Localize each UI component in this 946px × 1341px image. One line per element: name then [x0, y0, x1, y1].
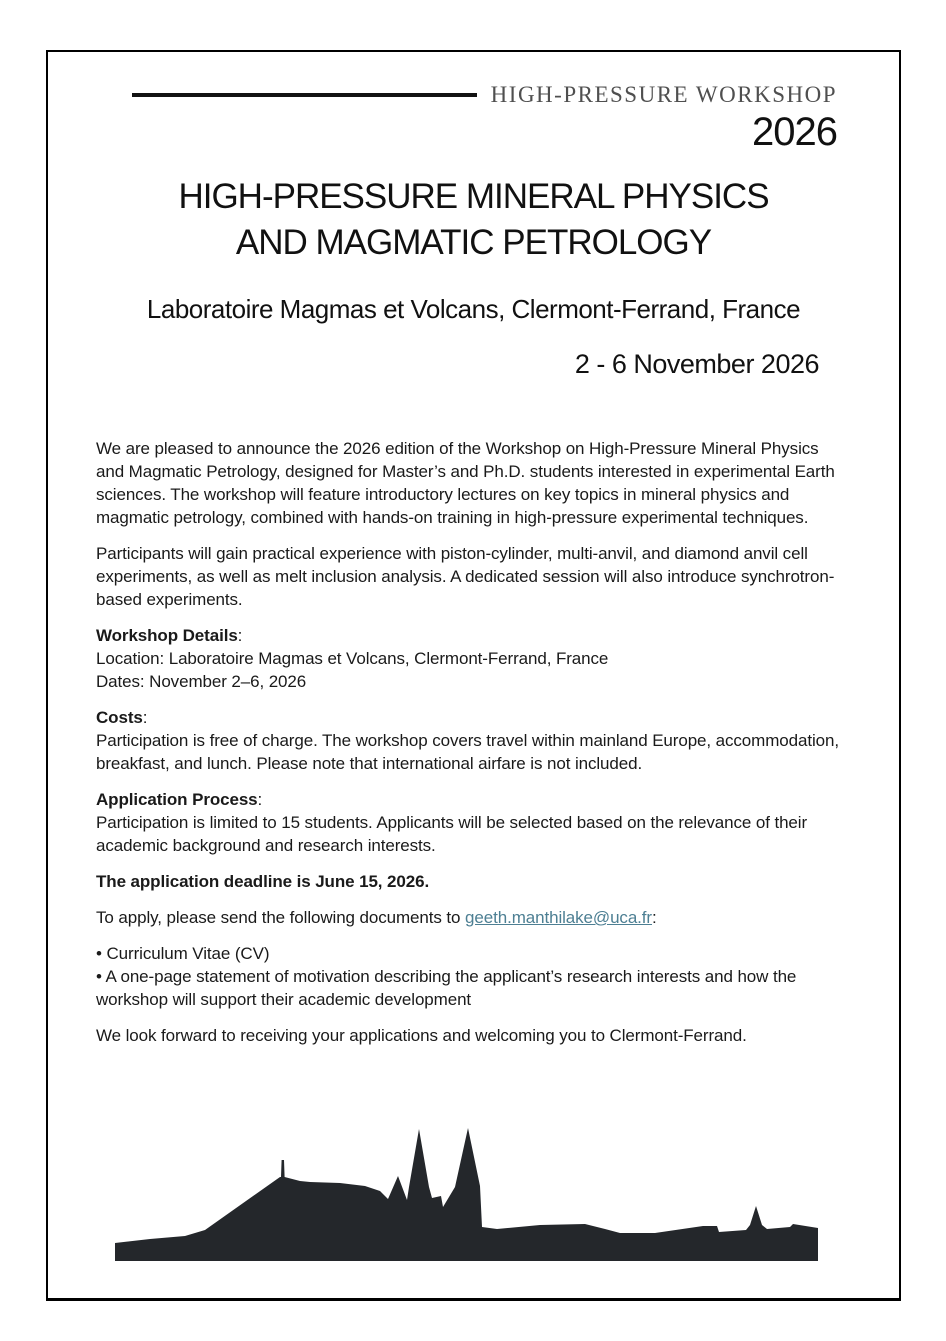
workshop-details-section [96, 624, 848, 693]
costs-text: Participation is free of charge. The workshop covers travel within mainland Europe, accommodation, breakfast, and lunch. Please note that international airfare is not included. [96, 731, 839, 773]
application-text: Participation is limited to 15 students. Applicants will be selected based on the relevance of their academic background and research interests. [96, 813, 808, 855]
apply-line-suffix: : [651, 908, 657, 927]
deadline-line: The application deadline is June 15, 2026. [96, 872, 430, 891]
workshop-title-line1: HIGH-PRESSURE MINERAL PHYSICS [178, 177, 769, 216]
workshop-title-line2: AND MAGMATIC PETROLOGY [235, 223, 712, 262]
document-page-frame [46, 50, 901, 1301]
workshop-title [48, 174, 899, 266]
costs-heading: Costs: [96, 708, 148, 727]
dates-line: Dates: November 2–6, 2026 [96, 672, 307, 691]
date-range-line: 2 - 6 November 2026 [574, 349, 819, 379]
apply-line-prefix: To apply, please send the following documents to [96, 908, 466, 927]
list-item-cv: • Curriculum Vitae (CV) [96, 944, 270, 963]
list-item-motivation: • A one-page statement of motivation describing the applicant’s research interests and how the workshop will support their academic development [96, 967, 797, 1009]
location-line: Location: Laboratoire Magmas et Volcans, Clermont-Ferrand, France [96, 649, 609, 668]
bullet-glyph: • [96, 967, 102, 986]
workshop-details-heading: Workshop Details: [96, 626, 243, 645]
intro-paragraph-1: We are pleased to announce the 2026 edition of the Workshop on High-Pressure Mineral Physics and Magmatic Petrology, designed for Master’s and Ph.D. students interested in experimental Earth sciences. The workshop will feature introductory lectures on key topics in mineral physics and magmatic petrology, combined with hands-on training in high-pressure experimental techniques. [96, 439, 835, 527]
intro-paragraph-2: Participants will gain practical experience with piston-cylinder, multi-anvil, and diamond anvil cell experiments, as well as melt inclusion analysis. A dedicated session will also introduce synchrotron-based experiments. [96, 544, 835, 609]
costs-section [96, 706, 848, 775]
masthead [132, 82, 837, 108]
workshop-year: 2026 [752, 110, 837, 154]
clermont-ferrand-skyline-silhouette [115, 1123, 818, 1261]
closing-line: We look forward to receiving your applications and welcoming you to Clermont-Ferrand. [96, 1026, 747, 1045]
masthead-rule [132, 93, 477, 97]
application-process-section [96, 788, 848, 857]
venue-line: Laboratoire Magmas et Volcans, Clermont-Ferrand, France [146, 294, 801, 324]
required-documents-list [96, 942, 848, 1011]
bullet-glyph: • [96, 944, 102, 963]
workshop-brand-text: HIGH-PRESSURE WORKSHOP [490, 82, 837, 107]
application-email-link[interactable]: geeth.manthilake@uca.fr [465, 908, 652, 927]
body-content [96, 437, 848, 1060]
application-heading: Application Process: [96, 790, 263, 809]
apply-line [96, 906, 848, 929]
